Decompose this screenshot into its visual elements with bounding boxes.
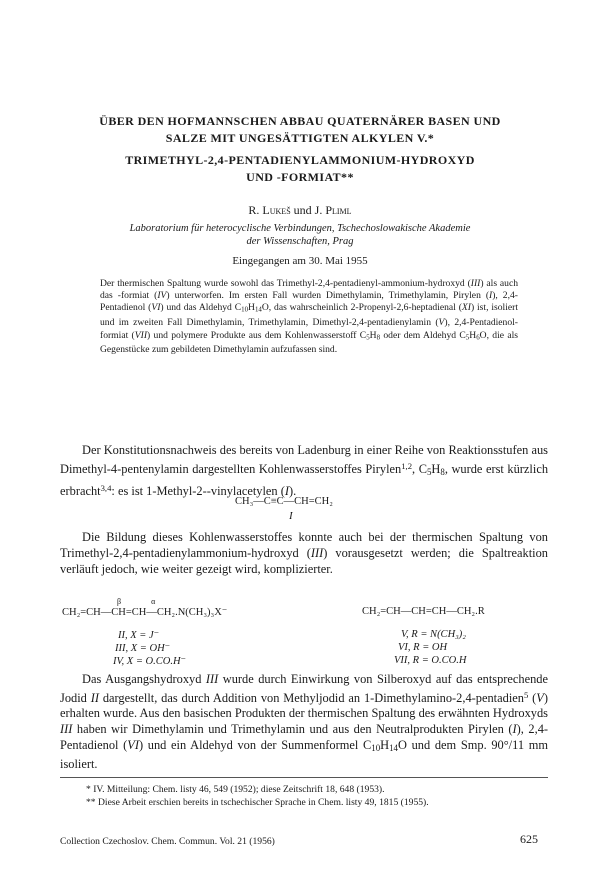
author-1: R. Lukeš (248, 203, 291, 217)
scheme-left-row: IV, X = O.CO.H⁻ (113, 656, 187, 667)
affiliation-line-1: Laboratorium für heterocyclische Verbindungen, Tschechoslowakische Akademie (129, 223, 471, 234)
scheme-right-formula: CH₂=CH—CH=CH—CH₂.R (362, 606, 485, 617)
scheme-left-formula: CH₂=CH—CH=CH—CH₂.N(CH₃)₃X⁻ (62, 607, 228, 618)
scheme-right-row: VI, R = OH (398, 642, 448, 653)
scheme-right-row: V, R = N(CH₃)₂ (401, 629, 466, 640)
formula-pirylen: CH₃—C≡C—CH=CH₂ (235, 496, 333, 507)
footnote-2: ** Diese Arbeit erschien bereits in tschechischer Sprache in Chem. listy 49, 1815 (1955). (86, 797, 429, 808)
affiliation (80, 222, 520, 248)
scheme-left-row: III, X = OH⁻ (115, 643, 171, 654)
title-line-1: ÜBER DEN HOFMANNSCHEN ABBAU QUATERNÄRER BASEN UND (99, 114, 501, 128)
abstract: Der thermischen Spaltung wurde sowohl das Trimethyl-2,4-pentadienyl-ammonium-hydroxyd (III) als auch das -formiat (IV) unterworfen. Im ersten Fall wurden Dimethylamin, Trimethylamin, Pirylen (I), 2,4-Pentadienol (VI) und das Aldehyd $C_{10}H_{14}O$, das wahrscheinlich 2-Propenyl-2,6-heptadienal (XI) ist, isoliert und im zweiten Fall Dimethylamin, Trimethylamin, Dimethyl-2,4-pentadienylamin (V), 2,4-Pentadienol-formiat (VII) und polymere Produkte aus dem Kohlenwasserstoff $C_5H_8$ oder dem Aldehyd $C_5H_6O$, die als Gegenstücke zum gebildeten Dimethylamin aufzufassen sind. (100, 278, 518, 356)
scheme-left-row: II, X = J⁻ (118, 630, 160, 641)
scheme-greek-labels: β α (117, 597, 156, 606)
page-number: 625 (520, 832, 538, 846)
author-conjunction: und (293, 203, 312, 217)
author-2: J. Pliml (314, 203, 352, 217)
authors (0, 203, 600, 218)
paragraph-2: Die Bildung dieses Kohlenwasserstoffes konnte auch bei der thermischen Spaltung von Trimethyl-2,4-pentadienylammonium-hydroxyd (III) vorausgesetzt werden; die Spaltreaktion verläuft jedoch, wie weiter gezeigt wird, komplizierter. (60, 530, 548, 576)
title-line-2: SALZE MIT UNGESÄTTIGTEN ALKYLEN V.* (165, 131, 435, 145)
footnote-1: * IV. Mitteilung: Chem. listy 46, 549 (1952); diese Zeitschrift 18, 648 (1953). (86, 784, 385, 795)
footnote-divider (60, 777, 548, 778)
scheme-right-row: VII, R = O.CO.H (394, 655, 467, 666)
paragraph-1: Der Konstitutionsnachweis des bereits von Ladenburg in einer Reihe von Reaktionsstufen aus Dimethyl-4-pentenylamin dargestellten Kohlenwasserstoffes Pirylen$^{1,2}$, $C_5H_8$, wurde erst kürzlich erbracht$^{3,4}$: es ist 1-Methyl-2--vinylacetylen (I). (60, 443, 549, 498)
formula-label-i: I (289, 510, 293, 522)
title-line-4: UND -FORMIAT** (246, 170, 354, 184)
affiliation-line-2: der Wissenschaften, Prag (246, 236, 354, 247)
paragraph-3: Das Ausgangshydroxyd III wurde durch Einwirkung von Silberoxyd auf das entsprechende Jodid II dargestellt, das durch Addition von Methyljodid an 1-Dimethylamino-2,4-pentadien$^5$ (V) erhalten wurde. Aus den basischen Produkten der thermischen Spaltung des erwähnten Hydroxyds III haben wir Dimethylamin und Trimethylamin und aus den Neutralprodukten Pirylen (I), 2,4-Pentadienol (VI) und ein Aldehyd von der Summenformel $C_{10}H_{14}O$ und dem Smp. 90°/11 mm isoliert. (60, 672, 549, 772)
received-date: Eingegangen am 30. Mai 1955 (232, 255, 368, 267)
title-line-3: TRIMETHYL-2,4-PENTADIENYLAMMONIUM-HYDROXYD (125, 153, 475, 167)
journal-footer: Collection Czechoslov. Chem. Commun. Vol. 21 (1956) (60, 836, 275, 847)
